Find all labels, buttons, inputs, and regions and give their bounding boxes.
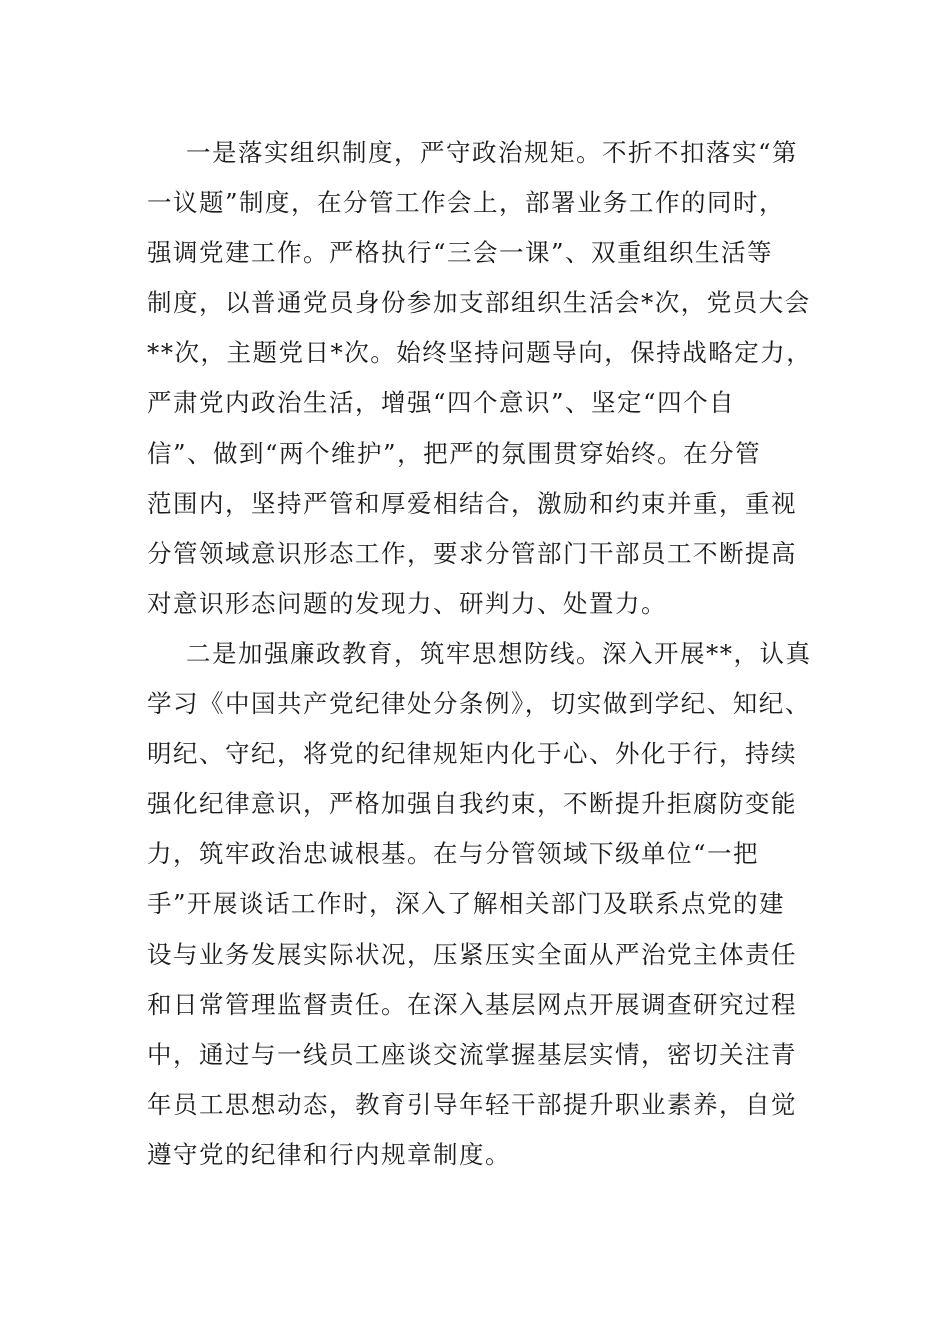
paragraph-line: 手”开展谈话工作时，深入了解相关部门及联系点党的建 [147,889,786,919]
paragraph-line: 二是加强廉政教育，筑牢思想防线。深入开展**，认真 [186,638,812,668]
paragraph-line: 强化纪律意识，严格加强自我约束，不断提升拒腐防变能 [147,789,797,819]
paragraph-2 [147,629,812,1180]
paragraph-line: 一是落实组织制度，严守政治规矩。不折不扣落实“第 [186,138,799,167]
paragraph-line: 设与业务发展实际状况，压紧压实全面从严治党主体责任 [147,939,797,969]
paragraph-line: 一议题”制度，在分管工作会上，部署业务工作的同时， [147,188,786,218]
paragraph-line: 遵守党的纪律和行内规章制度。 [147,1139,511,1169]
paragraph-line: 制度，以普通党员身份参加支部组织生活会*次，党员大会 [147,288,811,318]
paragraph-line: 对意识形态问题的发现力、研判力、处置力。 [147,588,667,618]
paragraph-line: 信”、做到“两个维护”，把严的氛围贯穿始终。在分管 [147,438,762,468]
paragraph-line: 力，筑牢政治忠诚根基。在与分管领域下级单位“一把 [147,839,760,869]
paragraph-line: 年员工思想动态，教育引导年轻干部提升职业素养，自觉 [147,1089,797,1119]
paragraph-line: 严肃党内政治生活，增强“四个意识”、坚定“四个自 [147,388,736,418]
paragraph-line: 中，通过与一线员工座谈交流掌握基层实情，密切关注青 [147,1039,797,1069]
paragraph-line: 和日常管理监督责任。在深入基层网点开展调查研究过程 [147,989,797,1019]
document-body [147,128,813,1180]
paragraph-line: 强调党建工作。严格执行“三会一课”、双重组织生活等 [147,238,774,268]
paragraph-line: **次，主题党日*次。始终坚持问题导向，保持战略定力， [147,338,813,368]
paragraph-line: 范围内，坚持严管和厚爱相结合，激励和约束并重，重视 [147,488,797,518]
paragraph-line: 学习《中国共产党纪律处分条例》，切实做到学纪、知纪、 [147,689,811,719]
paragraph-line: 分管领域意识形态工作，要求分管部门干部员工不断提高 [147,538,797,568]
paragraph-line: 明纪、守纪，将党的纪律规矩内化于心、外化于行，持续 [147,739,797,769]
paragraph-1 [147,128,813,629]
